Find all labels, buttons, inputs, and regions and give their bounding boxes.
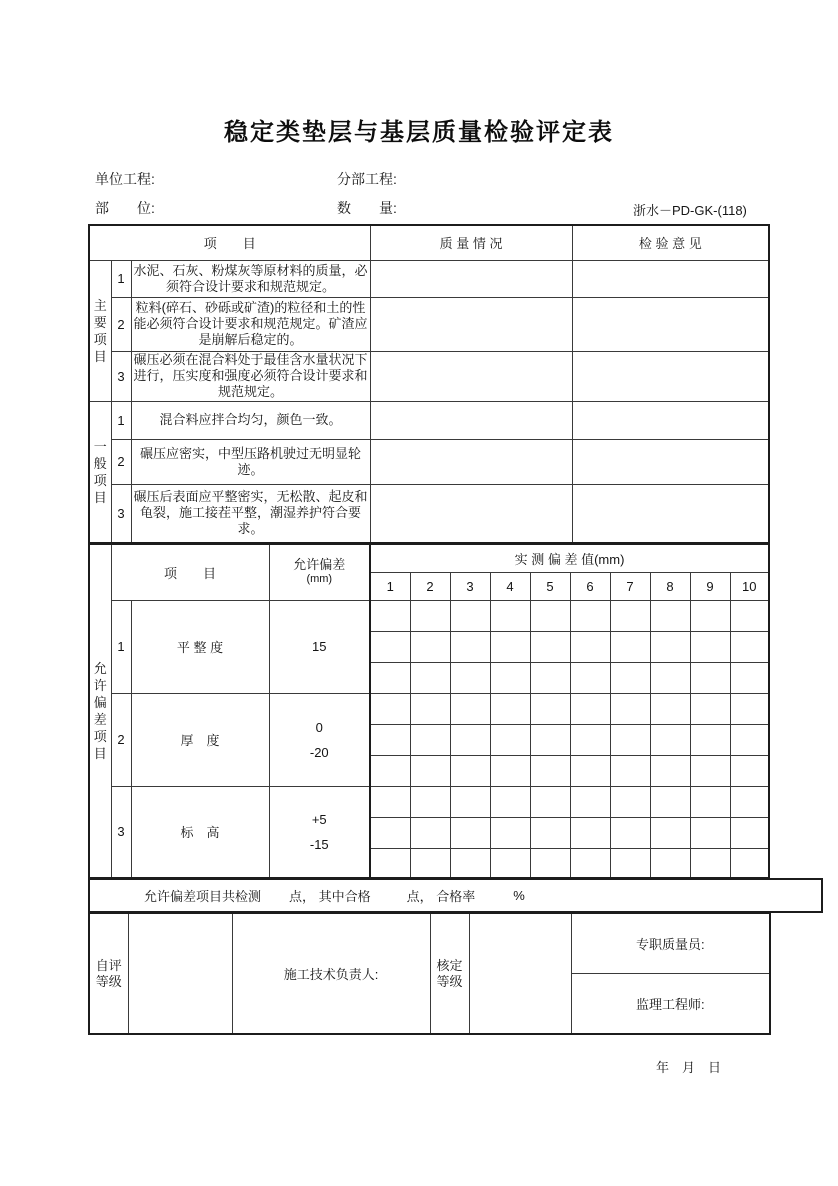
- measured-value-cell: [490, 848, 530, 878]
- general-items-section-label: 一般项目: [89, 401, 111, 543]
- row-number: 2: [111, 297, 131, 351]
- measured-value-cell: [650, 600, 690, 631]
- measured-value-cell: [730, 817, 769, 848]
- measure-col-number: 1: [370, 572, 410, 600]
- measured-value-cell: [530, 662, 570, 693]
- row-number: 3: [111, 484, 131, 543]
- measured-value-cell: [650, 848, 690, 878]
- quality-status-cell: [370, 260, 572, 297]
- measured-value-cell: [370, 693, 410, 724]
- measured-value-cell: [410, 786, 450, 817]
- measured-value-cell: [570, 631, 610, 662]
- measured-value-cell: [730, 724, 769, 755]
- measured-value-cell: [730, 693, 769, 724]
- requirement-text: 碾压必须在混合料处于最佳含水量状况下进行，压实度和强度必须符合设计要求和规范规定。: [131, 351, 370, 401]
- inspection-opinion-cell: [572, 439, 769, 484]
- measured-value-cell: [610, 724, 650, 755]
- measured-value-cell: [690, 693, 730, 724]
- check-grade-label: 核定等级: [430, 913, 469, 1034]
- summary-text: %: [513, 888, 525, 903]
- measure-col-number: 6: [570, 572, 610, 600]
- measured-value-cell: [570, 600, 610, 631]
- quality-status-cell: [370, 401, 572, 439]
- deviation-item-number: 1: [111, 600, 131, 693]
- deviation-item-name: 标 高: [131, 786, 269, 878]
- measure-col-number: 8: [650, 572, 690, 600]
- measured-value-cell: [370, 755, 410, 786]
- quantity-label: 数 量:: [337, 200, 397, 216]
- opinion-column-header: 检 验 意 见: [572, 225, 769, 260]
- measured-value-cell: [370, 631, 410, 662]
- measured-value-cell: [610, 662, 650, 693]
- measured-value-cell: [450, 724, 490, 755]
- deviation-item-tolerance: 0 -20: [269, 693, 370, 786]
- measured-value-cell: [650, 631, 690, 662]
- measured-value-cell: [690, 755, 730, 786]
- measure-col-number: 5: [530, 572, 570, 600]
- measured-value-cell: [370, 817, 410, 848]
- summary-row: [88, 878, 823, 913]
- deviation-table: [88, 543, 770, 879]
- measured-value-cell: [450, 600, 490, 631]
- measured-value-cell: [610, 817, 650, 848]
- measured-value-cell: [610, 600, 650, 631]
- summary-text: 允许偏差项目共检测: [144, 889, 262, 904]
- measured-value-cell: [410, 631, 450, 662]
- deviation-item-number: 3: [111, 786, 131, 878]
- measured-value-cell: [530, 600, 570, 631]
- tolerance-header: 允许偏差 (mm): [269, 544, 370, 600]
- measured-value-cell: [570, 724, 610, 755]
- measure-col-number: 9: [690, 572, 730, 600]
- measured-value-cell: [410, 817, 450, 848]
- measured-value-cell: [610, 786, 650, 817]
- measured-value-cell: [490, 817, 530, 848]
- deviation-section-label: 允许偏差项目: [89, 544, 111, 878]
- measured-value-cell: [690, 848, 730, 878]
- measured-value-cell: [690, 817, 730, 848]
- measured-value-cell: [450, 848, 490, 878]
- measured-value-cell: [450, 631, 490, 662]
- main-items-section-label: 主要项目: [89, 260, 111, 401]
- measured-value-cell: [610, 693, 650, 724]
- deviation-item-name: 平 整 度: [131, 600, 269, 693]
- measured-value-cell: [690, 631, 730, 662]
- requirement-text: 混合料应拌合均匀，颜色一致。: [131, 401, 370, 439]
- measured-value-cell: [650, 693, 690, 724]
- row-number: 1: [111, 401, 131, 439]
- measured-value-cell: [490, 600, 530, 631]
- measured-value-cell: [410, 600, 450, 631]
- measured-values-header: 实 测 偏 差 值(mm): [370, 544, 769, 572]
- measured-value-cell: [370, 786, 410, 817]
- measure-col-number: 3: [450, 572, 490, 600]
- requirement-text: 粒料(碎石、砂砾或矿渣)的粒径和土的性能必须符合设计要求和规范规定。矿渣应是崩解后稳定的。: [131, 297, 370, 351]
- summary-text: 点， 合格率: [406, 889, 476, 904]
- self-grade-label: 自评等级: [89, 913, 128, 1034]
- measured-value-cell: [610, 755, 650, 786]
- quality-status-cell: [370, 297, 572, 351]
- measured-value-cell: [530, 817, 570, 848]
- page-title: 稳定类垫层与基层质量检验评定表: [224, 119, 614, 146]
- inspection-opinion-cell: [572, 484, 769, 543]
- summary-text: 点， 其中合格: [289, 889, 371, 904]
- measure-col-number: 10: [730, 572, 769, 600]
- check-grade-value-cell: [469, 913, 571, 1034]
- measured-value-cell: [650, 662, 690, 693]
- measured-value-cell: [730, 755, 769, 786]
- measured-value-cell: [690, 600, 730, 631]
- measured-value-cell: [530, 786, 570, 817]
- measured-value-cell: [410, 724, 450, 755]
- date-line: 年 月 日: [656, 1060, 722, 1075]
- signature-table: [88, 912, 771, 1035]
- measure-col-number: 2: [410, 572, 450, 600]
- measured-value-cell: [690, 724, 730, 755]
- requirement-text: 碾压应密实，中型压路机驶过无明显轮迹。: [131, 439, 370, 484]
- measured-value-cell: [490, 724, 530, 755]
- deviation-item-number: 2: [111, 693, 131, 786]
- quality-status-cell: [370, 439, 572, 484]
- measured-value-cell: [650, 755, 690, 786]
- measured-value-cell: [690, 786, 730, 817]
- location-label: 部 位:: [95, 200, 155, 216]
- quality-column-header: 质 量 情 况: [370, 225, 572, 260]
- quality-status-cell: [370, 484, 572, 543]
- measured-value-cell: [570, 693, 610, 724]
- quality-status-cell: [370, 351, 572, 401]
- measured-value-cell: [490, 662, 530, 693]
- measured-value-cell: [610, 631, 650, 662]
- unit-project-label: 单位工程:: [95, 171, 155, 187]
- measure-col-number: 7: [610, 572, 650, 600]
- measured-value-cell: [530, 755, 570, 786]
- row-number: 1: [111, 260, 131, 297]
- tech-lead-label: 施工技术负责人:: [232, 913, 430, 1034]
- measured-value-cell: [570, 755, 610, 786]
- measured-value-cell: [690, 662, 730, 693]
- division-project-label: 分部工程:: [337, 171, 397, 187]
- inspection-opinion-cell: [572, 260, 769, 297]
- measured-value-cell: [570, 786, 610, 817]
- measured-value-cell: [530, 631, 570, 662]
- measured-value-cell: [530, 848, 570, 878]
- inspection-opinion-cell: [572, 351, 769, 401]
- measured-value-cell: [370, 662, 410, 693]
- measured-value-cell: [450, 786, 490, 817]
- supervisor-label: 监理工程师:: [571, 973, 770, 1034]
- item-column-header: 项 目: [89, 225, 370, 260]
- deviation-item-tolerance: +5 -15: [269, 786, 370, 878]
- requirement-text: 水泥、石灰、粉煤灰等原材料的质量，必须符合设计要求和规范规定。: [131, 260, 370, 297]
- measured-value-cell: [410, 662, 450, 693]
- measured-value-cell: [370, 600, 410, 631]
- measured-value-cell: [490, 693, 530, 724]
- measured-value-cell: [450, 817, 490, 848]
- measured-value-cell: [610, 848, 650, 878]
- self-grade-value-cell: [128, 913, 232, 1034]
- measured-value-cell: [570, 817, 610, 848]
- measured-value-cell: [530, 724, 570, 755]
- measured-value-cell: [410, 848, 450, 878]
- form-code: 浙水－PD-GK-(118): [633, 203, 747, 218]
- measured-value-cell: [490, 631, 530, 662]
- measured-value-cell: [650, 817, 690, 848]
- deviation-item-name: 厚 度: [131, 693, 269, 786]
- quality-officer-label: 专职质量员:: [571, 913, 770, 973]
- measured-value-cell: [450, 693, 490, 724]
- measured-value-cell: [370, 848, 410, 878]
- measured-value-cell: [450, 755, 490, 786]
- deviation-item-tolerance: 15: [269, 600, 370, 693]
- items-table: [88, 224, 770, 544]
- row-number: 3: [111, 351, 131, 401]
- measured-value-cell: [530, 693, 570, 724]
- deviation-item-header: 项 目: [111, 544, 269, 600]
- measured-value-cell: [450, 662, 490, 693]
- measured-value-cell: [370, 724, 410, 755]
- inspection-opinion-cell: [572, 401, 769, 439]
- measured-value-cell: [730, 662, 769, 693]
- measured-value-cell: [730, 786, 769, 817]
- measured-value-cell: [410, 693, 450, 724]
- measured-value-cell: [730, 600, 769, 631]
- measured-value-cell: [650, 724, 690, 755]
- measure-col-number: 4: [490, 572, 530, 600]
- measured-value-cell: [650, 786, 690, 817]
- inspection-opinion-cell: [572, 297, 769, 351]
- measured-value-cell: [490, 755, 530, 786]
- measured-value-cell: [570, 662, 610, 693]
- measured-value-cell: [730, 848, 769, 878]
- requirement-text: 碾压后表面应平整密实，无松散、起皮和龟裂，施工接茬平整，潮湿养护符合要求。: [131, 484, 370, 543]
- measured-value-cell: [410, 755, 450, 786]
- measured-value-cell: [730, 631, 769, 662]
- row-number: 2: [111, 439, 131, 484]
- measured-value-cell: [570, 848, 610, 878]
- measured-value-cell: [490, 786, 530, 817]
- inspection-form: [88, 224, 769, 1035]
